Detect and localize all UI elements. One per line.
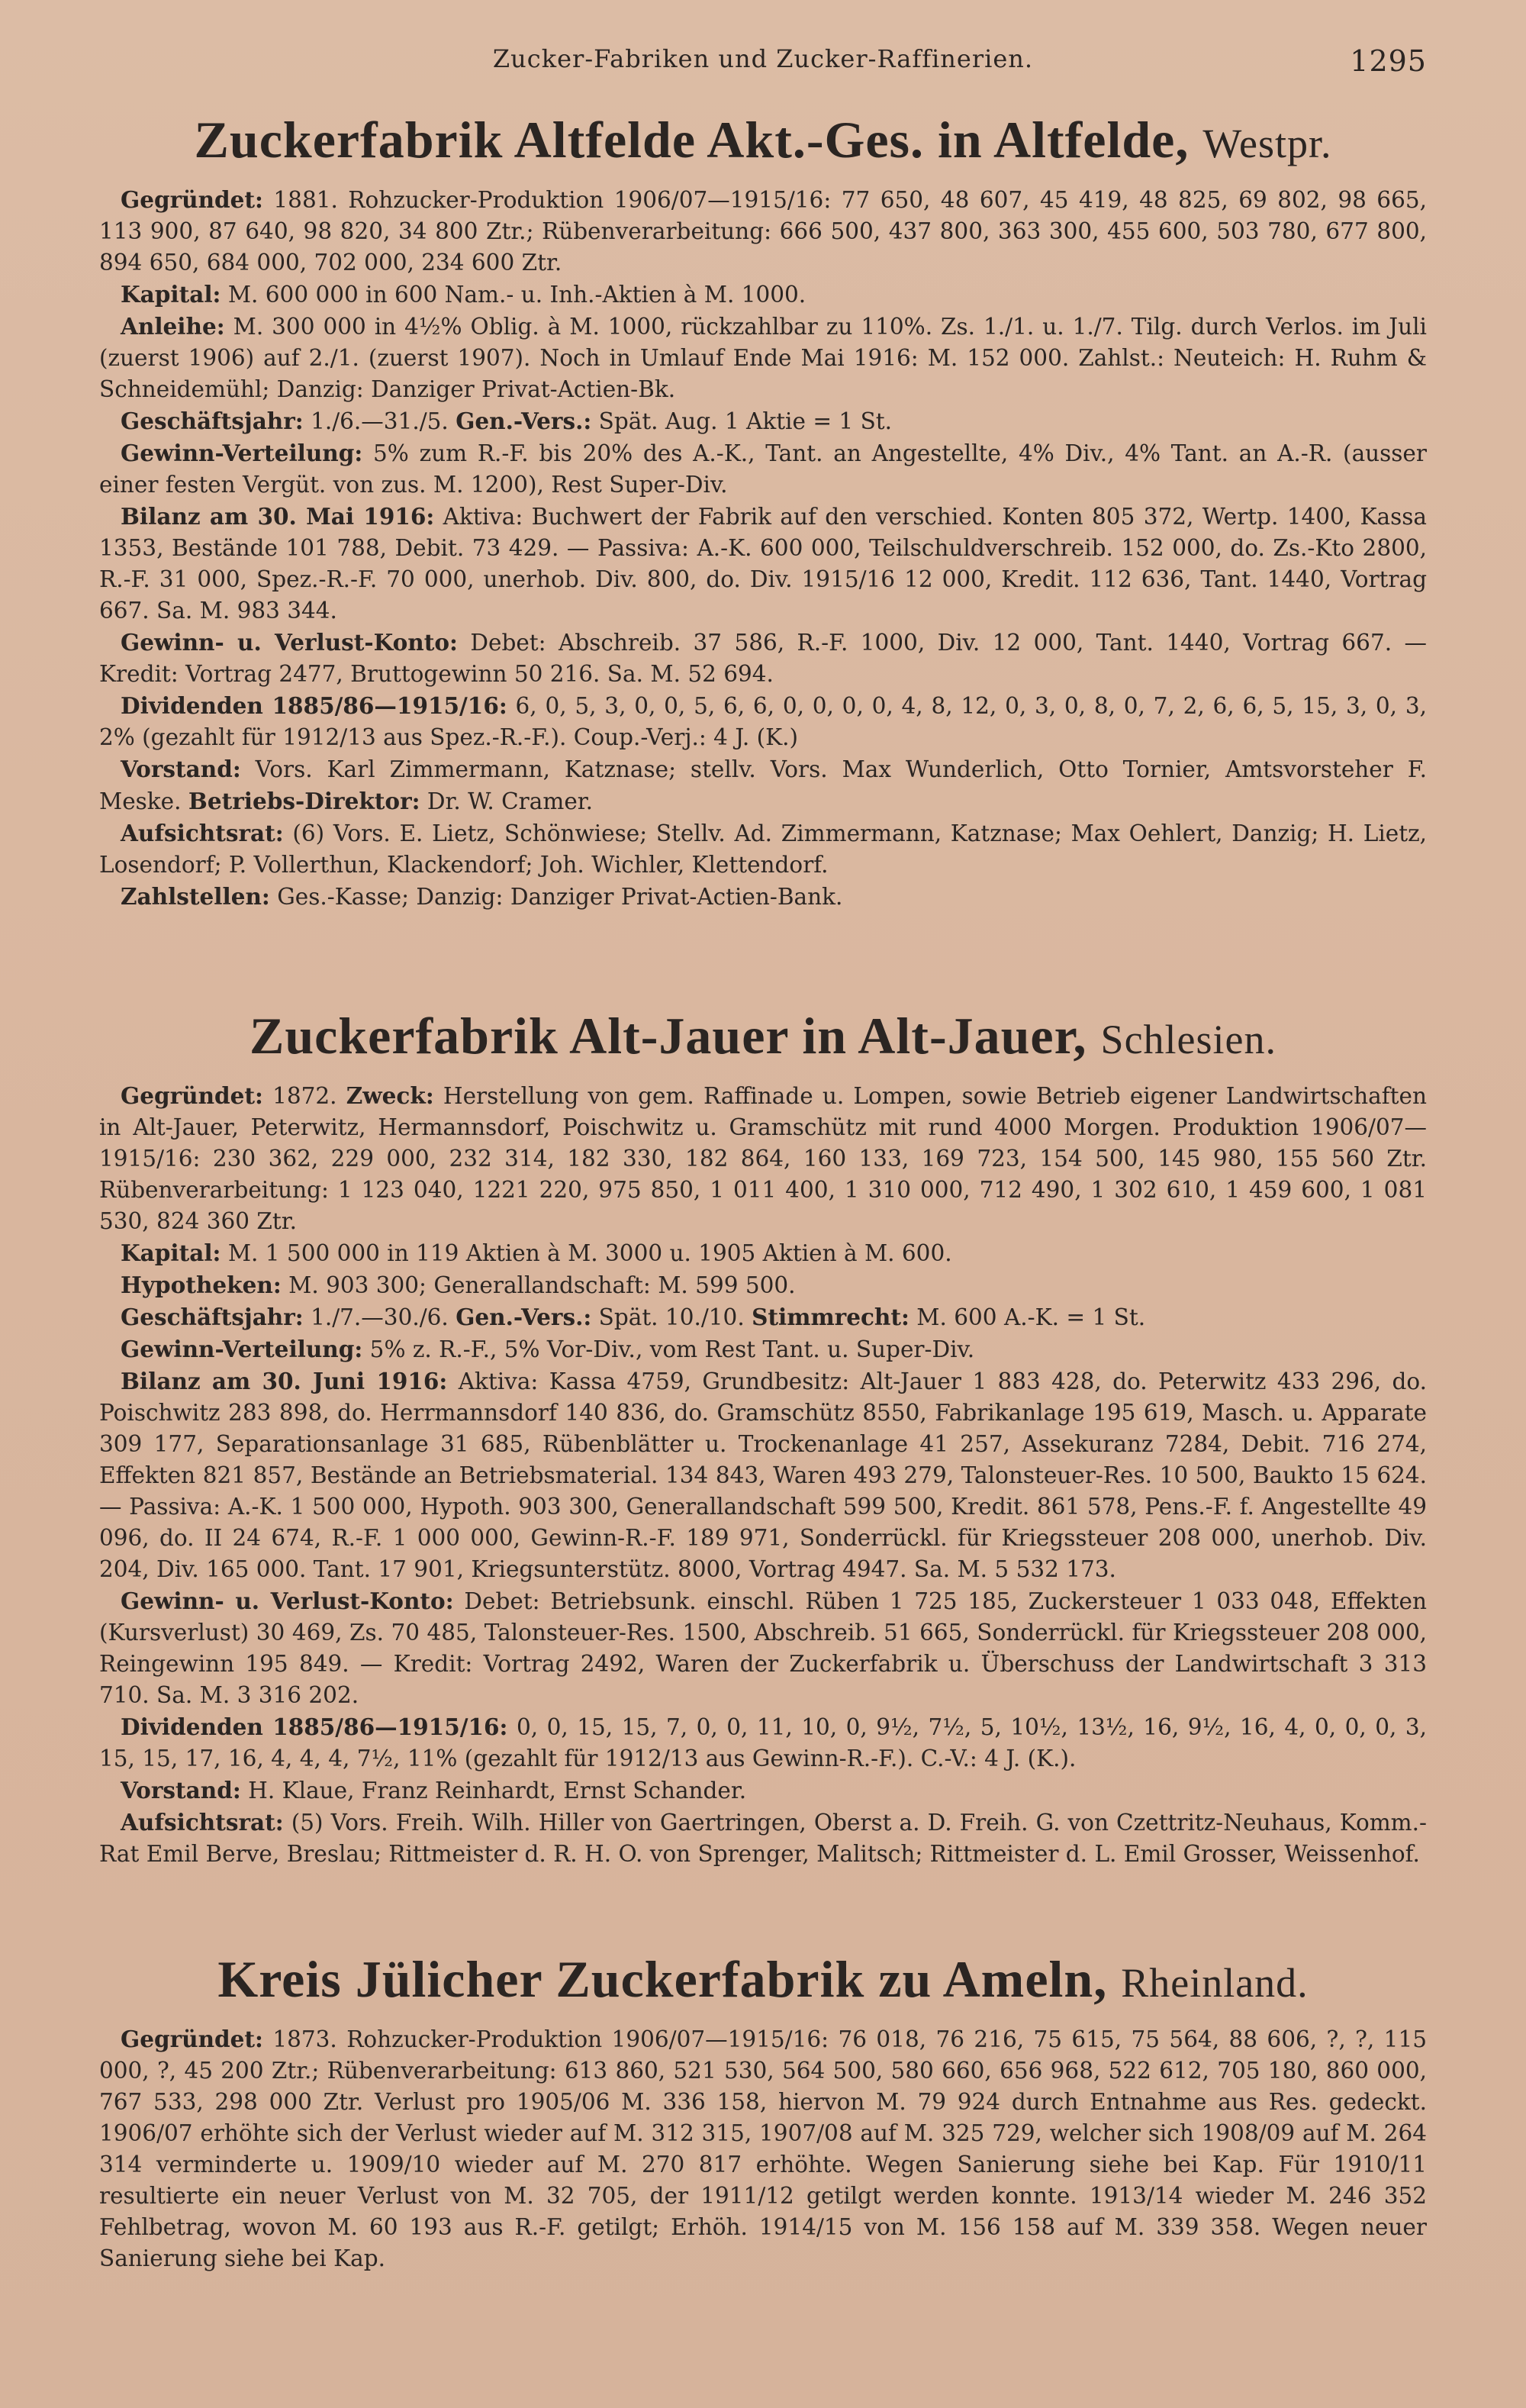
- entry-text: Spät. Aug. 1 Aktie = 1 St.: [598, 408, 893, 434]
- entry-label: Gewinn-Verteilung:: [121, 440, 363, 466]
- entry-text: Debet: Betriebsunk. einschl. Rüben 1 725 185, Zuckersteuer 1 033 048, Effekten (Kursverlust) 30 469, Zs. 70 485, Talonsteuer-Res. 1500, Abschreib. 51 665, Sonderrückl. für Kriegssteuer 208 000, Reingewinn 195 849. — Kredit: Vortrag 2492, Waren der Zuckerfabrik u. Überschuss der Landwirtschaft 3 313 710. Sa. M. 3 316 202.: [99, 1588, 1427, 1708]
- entry-paragraph: [99, 279, 1427, 311]
- entry-label: Gewinn-Verteilung:: [121, 1336, 363, 1362]
- entry-text: Vors. Karl Zimmermann, Katznase; stellv. Vors. Max Wunderlich, Otto Tornier, Amtsvorsteher F. Meske.: [99, 756, 1427, 814]
- entry-text: Debet: Abschreib. 37 586, R.-F. 1000, Div. 12 000, Tant. 1440, Vortrag 667. — Kredit: Vortrag 2477, Bruttogewinn 50 216. Sa. M. 52 694.: [99, 630, 1427, 687]
- entry-paragraph: [99, 817, 1427, 881]
- entry-text: Aktiva: Buchwert der Fabrik auf den verschied. Konten 805 372, Wertp. 1400, Kassa 1353, Bestände 101 788, Debit. 73 429. — Passiva: A.-K. 600 000, Teilschuldverschreib. 152 000, do. Zs.-Kto 2800, R.-F. 31 000, Spez.-R.-F. 70 000, unerhob. Div. 800, do. Div. 1915/16 12 000, Kredit. 112 636, Tant. 1440, Vortrag 667. Sa. M. 983 344.: [99, 504, 1427, 624]
- page-number: 1295: [1350, 44, 1427, 78]
- company-name: Zuckerfabrik Alt-Jauer in Alt-Jauer,: [249, 1007, 1087, 1065]
- company-name: Zuckerfabrik Altfelde Akt.-Ges. in Altfelde,: [194, 111, 1190, 169]
- entry-text: 1872.: [272, 1083, 337, 1109]
- entry-text: M. 1 500 000 in 119 Aktien à M. 3000 u. 1905 Aktien à M. 600.: [227, 1240, 952, 1266]
- entry-label: Hypotheken:: [121, 1272, 282, 1298]
- entry-label: Gegründet:: [121, 186, 263, 213]
- entry-text: M. 600 000 in 600 Nam.- u. Inh.-Aktien à M. 1000.: [227, 282, 806, 308]
- entry-label: Anleihe:: [121, 313, 225, 340]
- entry-label: Stimmrecht:: [752, 1304, 909, 1330]
- entry-label: Vorstand:: [121, 1777, 241, 1804]
- entry-paragraph: [99, 405, 1427, 437]
- entry-paragraph: [99, 1365, 1427, 1585]
- entry-text: M. 903 300; Generallandschaft: M. 599 500.: [288, 1272, 796, 1298]
- entry-label: Gen.-Vers.:: [456, 408, 592, 434]
- entry-paragraph: [99, 1807, 1427, 1870]
- entry-paragraph: [99, 1585, 1427, 1711]
- entry-label: Gegründet:: [121, 1082, 263, 1109]
- entry-label: Dividenden 1885/86—1915/16:: [121, 1713, 508, 1740]
- company-title-alt-jauer: [99, 1006, 1427, 1066]
- entry-text: Dr. W. Cramer.: [427, 788, 594, 814]
- entry-label: Gewinn- u. Verlust-Konto:: [121, 1588, 454, 1614]
- entry-label: Zahlstellen:: [121, 883, 270, 910]
- entry-paragraph: [99, 1080, 1427, 1237]
- entry-label: Betriebs-Direktor:: [188, 788, 420, 814]
- entry-text: Herstellung von gem. Raffinade u. Lompen, sowie Betrieb eigener Landwirtschaften in Alt-Jauer, Peterwitz, Hermannsdorf, Poischwitz u. Gramschütz mit rund 4000 Morgen. Produktion 1906/07—1915/16: 230 362, 229 000, 232 314, 182 330, 182 864, 160 133, 169 723, 154 500, 145 980, 155 560 Ztr. Rübenverarbeitung: 1 123 040, 1221 220, 975 850, 1 011 400, 1 310 000, 712 490, 1 302 610, 1 459 600, 1 081 530, 824 360 Ztr.: [99, 1083, 1427, 1234]
- entry-text: 6, 0, 5, 3, 0, 0, 5, 6, 6, 0, 0, 0, 0, 4, 8, 12, 0, 3, 0, 8, 0, 7, 2, 6, 6, 5, 15, 3, 0, 3, 2% (gezahlt für 1912/13 aus Spez.-R.-F.). Coup.-Verj.: 4 J. (K.): [99, 693, 1427, 750]
- entry-text: 1./6.—31./5.: [311, 408, 449, 434]
- entry-text: H. Klaue, Franz Reinhardt, Ernst Schander.: [248, 1778, 747, 1804]
- entry-paragraph: [99, 690, 1427, 753]
- entry-paragraph: [99, 2023, 1427, 2274]
- running-header: [99, 44, 1427, 78]
- entry-label: Geschäftsjahr:: [121, 408, 304, 434]
- entry-paragraph: [99, 1301, 1427, 1333]
- entry-text: M. 600 A.-K. = 1 St.: [916, 1304, 1146, 1330]
- entry-label: Kapital:: [121, 281, 221, 308]
- entry-text: 1./7.—30./6.: [311, 1304, 449, 1330]
- entry-label: Gegründet:: [121, 2026, 263, 2052]
- entry-label: Dividenden 1885/86—1915/16:: [121, 692, 507, 719]
- section-gap: [99, 913, 1427, 974]
- entry-label: Bilanz am 30. Juni 1916:: [121, 1368, 448, 1394]
- entry-label: Aufsichtsrat:: [121, 820, 284, 846]
- entry-text: 1873. Rohzucker-Produktion 1906/07—1915/16: 76 018, 76 216, 75 615, 75 564, 88 606, ?, ?, 115 000, ?, 45 200 Ztr.; Rübenverarbeitung: 613 860, 521 530, 564 500, 580 660, 656 968, 522 612, 705 180, 860 000, 767 533, 298 000 Ztr. Verlust pro 1905/06 M. 336 158, hiervon M. 79 924 durch Entnahme aus Res. gedeckt. 1906/07 erhöhte sich der Verlust wieder auf M. 312 315, 1907/08 auf M. 325 729, welcher sich 1908/09 auf M. 264 314 verminderte u. 1909/10 wieder auf M. 270 817 erhöhte. Wegen Sanierung siehe bei Kap. Für 1910/11 resultierte ein neuer Verlust von M. 32 705, der 1911/12 getilgt werden konnte. 1913/14 wieder M. 246 352 Fehlbetrag, wovon M. 60 193 aus R.-F. getilgt; Erhöh. 1914/15 von M. 156 158 auf M. 339 358. Wegen neuer Sanierung siehe bei Kap.: [99, 2026, 1427, 2271]
- entry-text: Ges.-Kasse; Danzig: Danziger Privat-Actien-Bank.: [277, 884, 843, 910]
- entry-paragraph: [99, 1711, 1427, 1775]
- company-title-ameln: [99, 1949, 1427, 2010]
- entry-label: Vorstand:: [121, 756, 241, 782]
- company-region: Westpr.: [1202, 121, 1332, 166]
- entry-paragraph: [99, 184, 1427, 279]
- company-name: Kreis Jülicher Zuckerfabrik zu Ameln,: [217, 1950, 1108, 2008]
- entry-text: (5) Vors. Freih. Wilh. Hiller von Gaertringen, Oberst a. D. Freih. G. von Czettritz-Neuhaus, Komm.-Rat Emil Berve, Breslau; Rittmeister d. R. H. O. von Sprenger, Malitsch; Rittmeister d. L. Emil Grosser, Weissenhof.: [99, 1810, 1427, 1867]
- entry-text: (6) Vors. E. Lietz, Schönwiese; Stellv. Ad. Zimmermann, Katznase; Max Oehlert, Danzig; H. Lietz, Losendorf; P. Vollerthun, Klackendorf; Joh. Wichler, Klettendorf.: [99, 820, 1427, 878]
- entry-text: Aktiva: Kassa 4759, Grundbesitz: Alt-Jauer 1 883 428, do. Peterwitz 433 296, do. Poischwitz 283 898, do. Herrmannsdorf 140 836, do. Gramschütz 8550, Fabrikanlage 195 619, Masch. u. Apparate 309 177, Separationsanlage 31 685, Rübenblätter u. Trockenanlage 41 257, Assekuranz 7284, Debit. 716 274, Effekten 821 857, Bestände an Betriebsmaterial. 134 843, Waren 493 279, Talonsteuer-Res. 10 500, Baukto 15 624. — Passiva: A.-K. 1 500 000, Hypoth. 903 300, Generallandschaft 599 500, Kredit. 861 578, Pens.-F. f. Angestellte 49 096, do. II 24 674, R.-F. 1 000 000, Gewinn-R.-F. 189 971, Sonderrückl. für Kriegssteuer 208 000, unerhob. Div. 204, Div. 165 000. Tant. 17 901, Kriegsunterstütz. 8000, Vortrag 4947. Sa. M. 5 532 173.: [99, 1368, 1428, 1582]
- entry-label: Gen.-Vers.:: [456, 1304, 592, 1330]
- entry-label: Bilanz am 30. Mai 1916:: [121, 503, 435, 530]
- entry-text: 5% z. R.-F., 5% Vor-Div., vom Rest Tant. u. Super-Div.: [369, 1336, 975, 1362]
- entry-label: Aufsichtsrat:: [121, 1809, 284, 1836]
- entry-paragraph: [99, 1775, 1427, 1807]
- entry-text: M. 300 000 in 4½% Oblig. à M. 1000, rückzahlbar zu 110%. Zs. 1./1. u. 1./7. Tilg. durch Verlos. im Juli (zuerst 1906) auf 2./1. (zuerst 1907). Noch in Umlauf Ende Mai 1916: M. 152 000. Zahlst.: Neuteich: H. Ruhm & Schneidemühl; Danzig: Danziger Privat-Actien-Bk.: [99, 314, 1427, 402]
- entry-paragraph: [99, 1269, 1427, 1301]
- running-title: Zucker-Fabriken und Zucker-Raffinerien.: [492, 44, 1034, 73]
- company-region: Schlesien.: [1100, 1017, 1277, 1062]
- entry-label: Zweck:: [346, 1082, 434, 1109]
- entry-text: 0, 0, 15, 15, 7, 0, 0, 11, 10, 0, 9½, 7½, 5, 10½, 13½, 16, 9½, 16, 4, 0, 0, 0, 3, 15, 15, 17, 16, 4, 4, 4, 7½, 11% (gezahlt für 1912/13 aus Gewinn-R.-F.). C.-V.: 4 J. (K.).: [99, 1714, 1427, 1771]
- entry-paragraph: [99, 1237, 1427, 1269]
- company-region: Rheinland.: [1121, 1960, 1309, 2006]
- entry-paragraph: [99, 753, 1427, 817]
- entry-paragraph: [99, 311, 1427, 405]
- company-title-altfelde: [99, 110, 1427, 170]
- entry-label: Gewinn- u. Verlust-Konto:: [121, 629, 458, 656]
- entry-label: Kapital:: [121, 1239, 221, 1266]
- section-gap: [99, 1870, 1427, 1917]
- entry-paragraph: [99, 501, 1427, 627]
- entry-text: 5% zum R.-F. bis 20% des A.-K., Tant. an Angestellte, 4% Div., 4% Tant. an A.-R. (ausser einer festen Vergüt. von zus. M. 1200), Rest Super-Div.: [99, 440, 1427, 498]
- entry-label: Geschäftsjahr:: [121, 1304, 304, 1330]
- entry-text: 1881. Rohzucker-Produktion 1906/07—1915/16: 77 650, 48 607, 45 419, 48 825, 69 802, 98 665, 113 900, 87 640, 98 820, 34 800 Ztr.; Rübenverarbeitung: 666 500, 437 800, 363 300, 455 600, 503 780, 677 800, 894 650, 684 000, 702 000, 234 600 Ztr.: [99, 187, 1427, 276]
- entry-paragraph: [99, 627, 1427, 690]
- entry-paragraph: [99, 437, 1427, 501]
- entry-text: Spät. 10./10.: [598, 1304, 745, 1330]
- entry-paragraph: [99, 881, 1427, 913]
- entry-paragraph: [99, 1333, 1427, 1365]
